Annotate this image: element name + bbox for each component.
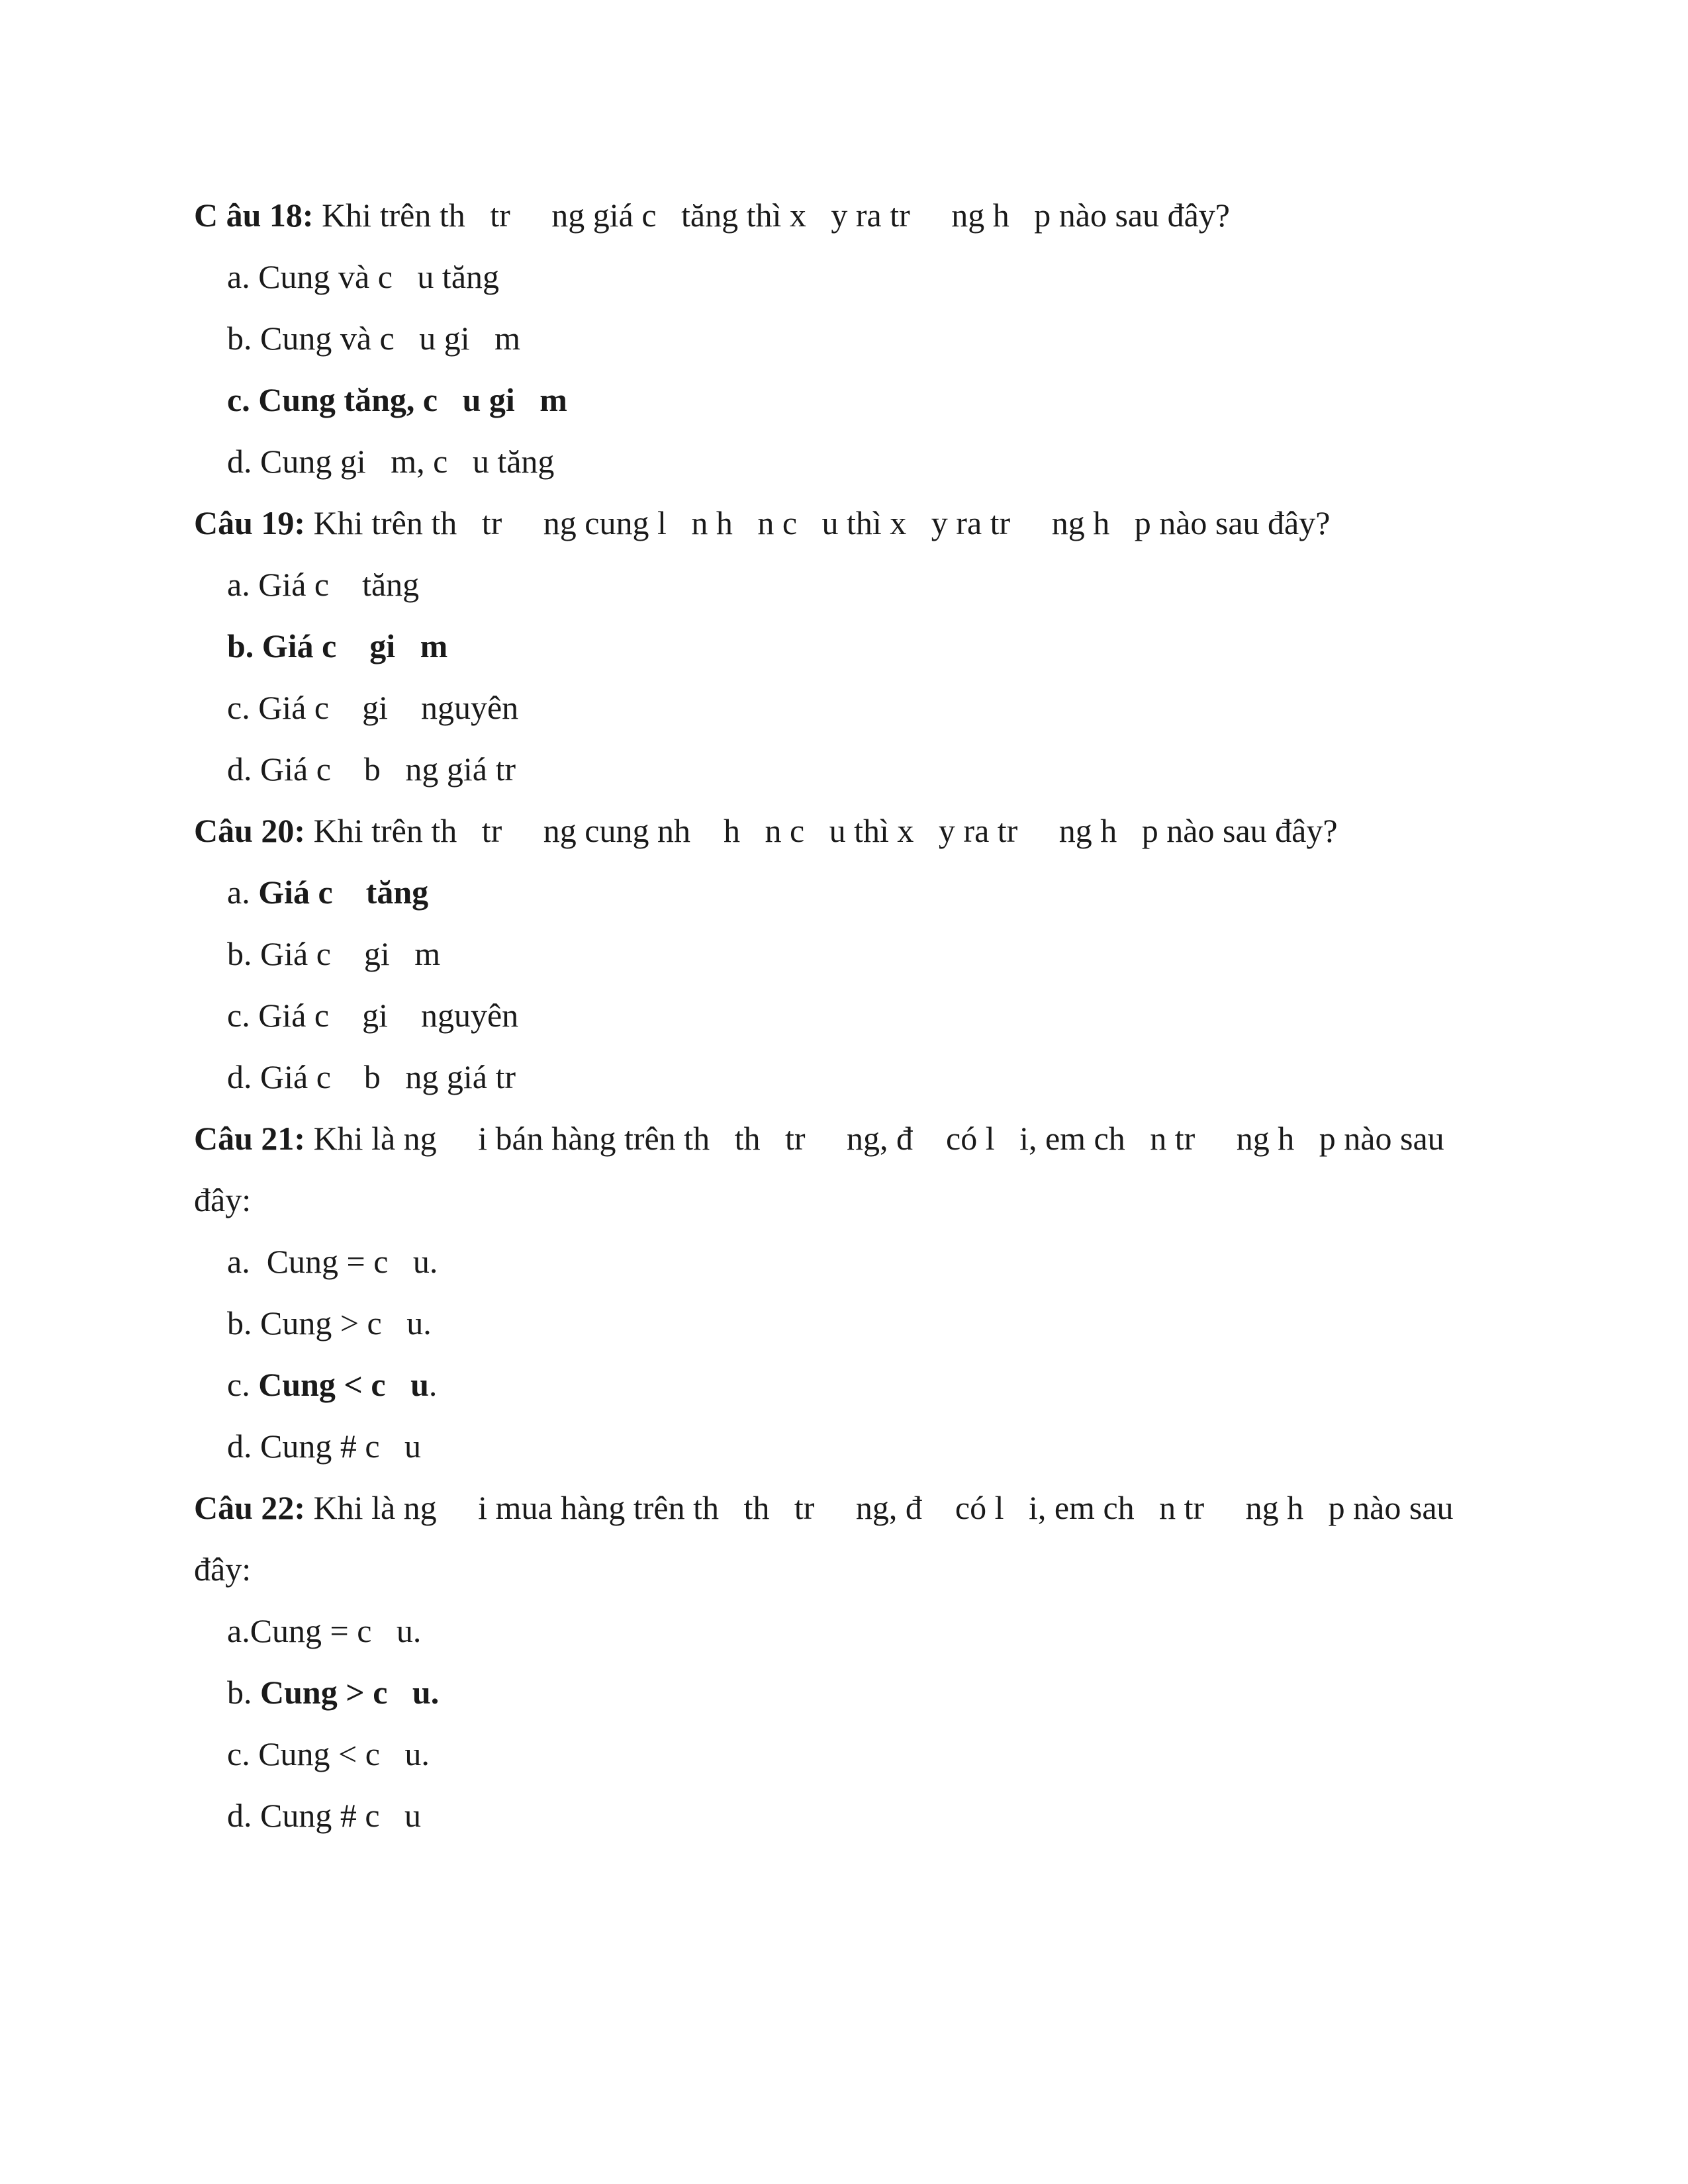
question-18	[194, 195, 1230, 235]
option-21c-answer	[227, 1365, 437, 1404]
question-19	[194, 503, 1330, 543]
option-19d: d. Giá c b ng giá tr	[227, 751, 516, 788]
option-19a: a. Giá c tăng	[227, 566, 420, 603]
option-20d: d. Giá c b ng giá tr	[227, 1058, 516, 1095]
question-22	[194, 1488, 1454, 1527]
option-answer-text: Giá c tăng	[258, 874, 429, 911]
question-20	[194, 811, 1338, 850]
option-22c: c. Cung < c u.	[227, 1735, 430, 1772]
option-19c: c. Giá c gi nguyên	[227, 689, 519, 726]
option-21d: d. Cung # c u	[227, 1428, 422, 1465]
option-22d: d. Cung # c u	[227, 1797, 422, 1834]
option-prefix: a.	[227, 874, 259, 911]
option-21b: b. Cung > c u.	[227, 1304, 432, 1342]
option-22b-answer	[227, 1672, 439, 1712]
option-20a-answer	[227, 872, 428, 912]
question-label: Câu 22:	[194, 1489, 306, 1526]
question-text: Khi trên th tr ng giá c tăng thì x y ra tr ng h p nào sau đây?	[313, 197, 1231, 234]
option-answer-text: Cung < c u	[258, 1366, 429, 1403]
option-18a: a. Cung và c u tăng	[227, 258, 500, 295]
option-19b-answer: b. Giá c gi m	[227, 627, 448, 664]
question-text: Khi trên th tr ng cung nh h n c u thì x y ra tr ng h p nào sau đây?	[305, 812, 1338, 849]
question-label: Câu 19:	[194, 504, 306, 541]
question-21-continuation: đây:	[194, 1181, 252, 1218]
question-label: C âu 18:	[194, 197, 314, 234]
option-18d: d. Cung gi m, c u tăng	[227, 443, 555, 480]
option-18b: b. Cung và c u gi m	[227, 320, 521, 357]
option-20c: c. Giá c gi nguyên	[227, 997, 519, 1034]
question-22-continuation: đây:	[194, 1551, 252, 1588]
option-20b: b. Giá c gi m	[227, 935, 441, 972]
option-prefix: c.	[227, 1366, 259, 1403]
question-text: Khi là ng i mua hàng trên th th tr ng, đ có l i, em ch n tr ng h p nào sau	[305, 1489, 1454, 1526]
option-suffix: .	[428, 1366, 438, 1403]
option-21a: a. Cung = c u.	[227, 1243, 438, 1280]
question-label: Câu 21:	[194, 1120, 306, 1157]
question-label: Câu 20:	[194, 812, 306, 849]
question-text: Khi trên th tr ng cung l n h n c u thì x y ra tr ng h p nào sau đây?	[305, 504, 1331, 541]
option-prefix: b.	[227, 1674, 260, 1711]
option-18c-answer: c. Cung tăng, c u gi m	[227, 381, 567, 418]
question-text: Khi là ng i bán hàng trên th th tr ng, đ có l i, em ch n tr ng h p nào sau	[305, 1120, 1444, 1157]
option-answer-text: Cung > c u.	[260, 1674, 440, 1711]
question-21	[194, 1118, 1444, 1158]
option-22a: a.Cung = c u.	[227, 1612, 422, 1649]
